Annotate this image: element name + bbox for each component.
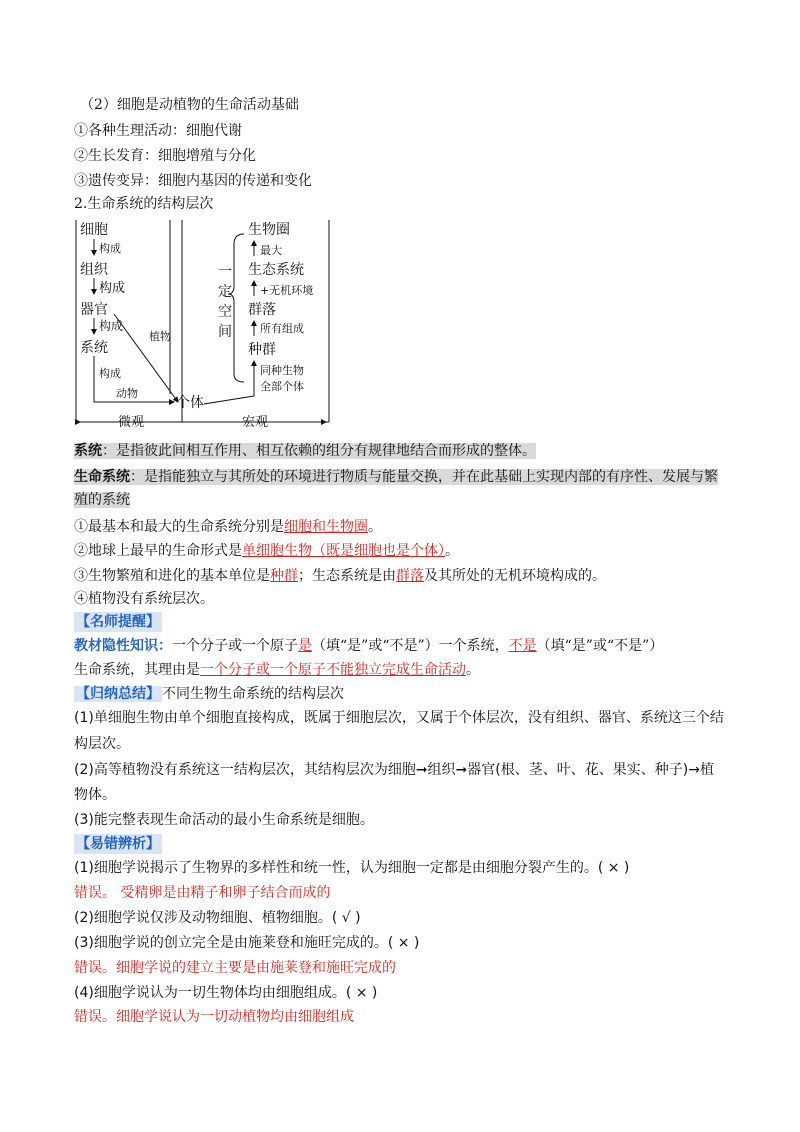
- point-text: ③生物繁殖和进化的基本单位是: [74, 568, 270, 584]
- life-system-diagram: [74, 214, 344, 430]
- label-animal: 动物: [116, 387, 138, 400]
- summary-heading: [74, 683, 344, 705]
- label-macro: 宏观: [242, 415, 269, 430]
- error-item-1: (1)细胞学说揭示了生物界的多样性和统一性，认为细胞一定都是由细胞分裂产生的。( × ): [74, 860, 630, 876]
- point-text: ②地球上最早的生命形式是: [74, 543, 242, 559]
- point-text: 。: [368, 519, 382, 535]
- point-1: [74, 516, 382, 538]
- label-same-species: 同种生物: [260, 364, 304, 377]
- teacher-line-1: [74, 635, 663, 657]
- label-certain-4: 间: [218, 324, 232, 340]
- definition-life-system-cont: [74, 489, 130, 511]
- answer-blank: 单细胞生物（既是细胞也是个体）: [242, 543, 445, 559]
- teacher-line-2: [74, 659, 480, 681]
- point-text: 及其所处的无机环境构成的。: [424, 568, 606, 584]
- answer-blank: 一个分子或一个原子不能独立完成生命活动: [200, 662, 466, 678]
- label-form: 构成: [99, 319, 124, 333]
- def-life-text: ：是指能独立与其所处的环境进行物质与能量交换，并在此基础上实现内部的有序性、发展与繁: [130, 469, 718, 485]
- teacher-text: （填“是”或“不是”）: [536, 638, 664, 654]
- point-text: ；生态系统是由: [298, 568, 396, 584]
- tag-error-analysis: 【易错辨析】: [76, 836, 160, 852]
- list-item: ③遗传变异：细胞内基因的传递和变化: [74, 173, 312, 189]
- error-item-4: (4)细胞学说认为一切生物体均由细胞组成。( × ): [74, 985, 378, 1001]
- answer-blank: 群落: [396, 568, 424, 584]
- label-micro: 微观: [118, 415, 145, 430]
- node-ecosystem: 生态系统: [248, 262, 304, 278]
- answer-blank: 种群: [270, 568, 298, 584]
- term-hidden-knowledge: 教材隐性知识：: [74, 638, 172, 654]
- teacher-text: 。: [466, 662, 480, 678]
- error-answer-4: 错误。细胞学说认为一切动植物均由细胞组成: [74, 1009, 354, 1025]
- label-form: 构成: [99, 281, 126, 296]
- label-abiotic: +无机环境: [260, 284, 314, 297]
- label-certain-2: 定: [218, 284, 232, 300]
- point-3: [74, 565, 606, 587]
- tag-teacher-reminder: 【名师提醒】: [76, 614, 160, 630]
- answer-blank: 是: [298, 638, 312, 654]
- answer-blank: 不是: [508, 638, 537, 654]
- summary-3: (3)能完整表现生命活动的最小生命系统是细胞。: [74, 812, 374, 828]
- label-certain: 一: [218, 264, 232, 280]
- teacher-text: （填“是”或“不是”）一个系统，: [312, 638, 509, 654]
- summary-2: (2)高等植物没有系统这一结构层次，其结构层次为细胞➞组织➞器官(根、茎、叶、花、果实、种子)→植: [74, 762, 714, 778]
- summary-1-cont: 构层次。: [74, 736, 130, 752]
- section-heading: 2.生命系统的结构层次: [74, 196, 214, 212]
- def-system-text: ：是指彼此间相互作用、相互依赖的组分有规律地结合而形成的整体。: [102, 443, 536, 459]
- summary-1: (1)单细胞生物由单个细胞直接构成，既属于细胞层次，又属于个体层次，没有组织、器官、系统这三个结: [74, 710, 724, 726]
- definition-life-system: [74, 466, 718, 488]
- tag-summary: 【归纳总结】: [76, 686, 160, 702]
- term-life-system: 生命系统: [74, 469, 130, 485]
- point-2: [74, 540, 459, 562]
- term-system: 系统: [74, 443, 102, 459]
- teacher-text: 生命系统，其理由是: [74, 662, 200, 678]
- error-item-2: (2)细胞学说仅涉及动物细胞、植物细胞。( √ ): [74, 910, 361, 926]
- point-4: ④植物没有系统层次。: [74, 591, 214, 607]
- label-form: 构成: [99, 367, 121, 380]
- subheading-2: （2）细胞是动植物的生命活动基础: [80, 97, 299, 113]
- list-item: ①各种生理活动：细胞代谢: [74, 123, 242, 139]
- node-system: 系统: [80, 340, 108, 356]
- error-answer-1: 错误。 受精卵是由精子和卵子结合而成的: [74, 885, 331, 901]
- teacher-text: 一个分子或一个原子: [172, 638, 298, 654]
- def-life-text-2: 殖的系统: [74, 492, 130, 508]
- label-all-individuals: 全部个体: [260, 380, 304, 393]
- node-organ: 器官: [80, 302, 108, 318]
- node-population: 种群: [248, 342, 276, 358]
- answer-blank: 细胞和生物圈: [284, 519, 368, 535]
- list-item: ②生长发育：细胞增殖与分化: [74, 148, 256, 164]
- summary-title: 不同生物生命系统的结构层次: [162, 686, 344, 702]
- node-individual: 个体: [176, 395, 204, 411]
- node-tissue: 组织: [80, 262, 108, 278]
- node-community: 群落: [248, 302, 276, 318]
- error-item-3: (3)细胞学说的创立完全是由施莱登和施旺完成的。( × ): [74, 935, 420, 951]
- label-form: 构成: [99, 242, 121, 255]
- definition-system: [74, 440, 536, 462]
- label-largest: 最大: [260, 244, 282, 257]
- point-text: ①最基本和最大的生命系统分别是: [74, 519, 284, 535]
- point-text: 。: [445, 543, 459, 559]
- node-biosphere: 生物圈: [248, 222, 290, 238]
- label-certain-3: 空: [218, 304, 232, 320]
- label-plant: 植物: [149, 330, 171, 343]
- error-answer-3: 错误。细胞学说的建立主要是由施莱登和施旺完成的: [74, 960, 396, 976]
- summary-2-cont: 物体。: [74, 787, 116, 803]
- node-cell: 细胞: [80, 222, 108, 238]
- label-all-pop: 所有组成: [260, 322, 304, 335]
